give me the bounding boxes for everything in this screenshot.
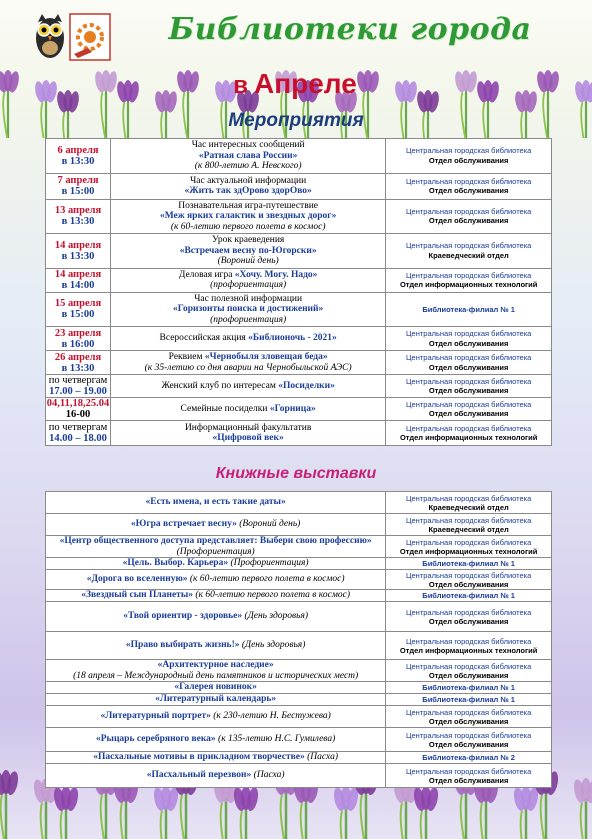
event-description-cell [110,173,385,199]
department-name: Отдел обслуживания [428,409,509,418]
library-name: Центральная городская библиотека [405,146,532,156]
event-time: в 15:00 [61,186,95,197]
exhibition-row [46,602,552,632]
event-line [113,270,383,281]
event-date: 04,11,18,25.04 [46,398,110,409]
library-name: Центральная городская библиотека [405,376,532,386]
exhibition-name: «Право выбирать жизнь!» [125,640,240,651]
department-name: Отдел информационных технологий [399,280,538,289]
department-name: Краеведческий отдел [428,250,509,260]
exhibition-note: (День здоровья) [239,640,306,651]
department-name: Отдел обслуживания [428,579,509,589]
exhibition-place-cell [386,590,552,602]
event-date-cell [46,292,111,327]
library-name: Центральная городская библиотека [405,537,532,547]
library-name: Центральная городская библиотека [405,607,532,617]
department-name: Отдел обслуживания [428,186,509,195]
event-date-cell [46,268,111,292]
event-date-cell [46,351,111,375]
event-date: 6 апреля [57,144,99,156]
event-description-cell [110,398,385,421]
exhibition-note: (Профориентация) [228,558,309,569]
event-row [46,375,552,398]
library-name: Центральная городская библиотека [405,707,532,717]
event-name: «Цифровой век» [212,433,284,443]
exhibition-note: (18 апреля – Международный день памятников и исторических мест) [73,670,359,681]
event-date: 14 апреля [54,269,102,280]
event-row [46,268,552,292]
exhibition-description-cell [46,602,386,632]
event-date-cell [46,199,111,234]
exhibition-place-cell [386,660,552,682]
event-name: «Меж ярких галактик и звездных дорог» [159,211,337,221]
event-time: 16-00 [65,409,91,420]
event-time: в 16:00 [61,338,95,350]
exhibition-description-cell [46,558,386,570]
exhibition-row [46,682,552,694]
event-place-cell [386,234,552,269]
event-line [113,381,383,392]
exhibition-place-cell [386,536,552,558]
exhibition-place-cell [386,558,552,570]
exhibition-description-cell [46,492,386,514]
department-name: Отдел информационных технологий [399,433,538,442]
event-date-cell [46,173,111,199]
event-row [46,398,552,421]
event-description-cell [110,351,385,375]
crocus-flower-icon [512,786,540,839]
event-description-cell [110,421,385,446]
library-name: Центральная городская библиотека [405,515,532,525]
exhibition-name: «Пасхальный перезвон» [146,770,252,781]
department-name: Отдел обслуживания [428,386,509,395]
library-name: Центральная городская библиотека [405,766,532,776]
exhibition-name: «Есть имена, и есть такие даты» [145,497,286,508]
library-name: Центральная городская библиотека [405,661,532,671]
page-title: Библиотеки города [168,12,532,47]
exhibition-name: «Звездный сын Планеты» [81,590,193,601]
event-date: 15 апреля [54,298,102,310]
exhibition-description-cell [46,706,386,728]
event-note: (к 35-летию со дня аварии на Чернобыльской АЭС) [144,362,352,373]
library-name: Библиотека-филиал № 2 [422,753,515,762]
exhibition-row [46,694,552,706]
event-row [46,421,552,446]
event-place-cell [386,421,552,446]
library-name: Центральная городская библиотека [405,399,532,409]
event-place-cell [386,199,552,234]
books-section-title: Книжные выставки [215,465,377,482]
gear-hand-logo-icon [70,14,110,60]
event-date-cell [46,398,111,421]
book-exhibitions-table [45,491,552,788]
events-section-title: Мероприятия [228,110,364,131]
library-name: Центральная городская библиотека [405,329,532,338]
crocus-flower-icon [152,786,180,839]
exhibition-description-cell [46,694,386,706]
event-date-cell [46,234,111,269]
event-time: в 13:30 [61,250,95,262]
event-name: «Чернобыля зловещая беда» [204,352,328,362]
event-description-cell [110,292,385,327]
crocus-flower-icon [52,786,80,839]
exhibition-place-cell [386,602,552,632]
library-name: Библиотека-филиал № 1 [422,304,515,314]
subtitle-prefix: в [233,72,248,99]
exhibition-row [46,660,552,682]
event-description-cell [110,199,385,234]
event-name: «Встречаем весну по-Югорски» [179,245,317,256]
library-name: Центральная городская библиотека [405,570,532,580]
event-date: 7 апреля [57,175,99,186]
event-time: 14.00 – 18.00 [49,433,107,444]
exhibition-note: (Профориентация) [176,546,255,557]
exhibition-note: (к 135-летию Н.С. Гумилева) [215,734,336,745]
event-date: 14 апреля [54,239,102,251]
exhibition-name: «Литературный портрет» [100,711,211,722]
library-name: Центральная городская библиотека [405,636,532,646]
exhibition-note: (к 60-летию первого полета в космос) [193,590,351,601]
department-name: Краеведческий отдел [428,502,509,512]
event-place-cell [386,327,552,351]
exhibition-row [46,570,552,590]
page-subtitle [200,68,390,100]
event-note: (к 60-летию первого полета в космос) [170,221,326,232]
event-line [113,404,383,415]
event-note: (профориентация) [210,280,287,290]
event-type: Деловая игра [178,269,235,280]
library-name: Центральная городская библиотека [405,241,532,251]
event-type: Час полезной информации [194,293,303,304]
library-name: Библиотека-филиал № 1 [422,559,515,568]
library-name: Библиотека-филиал № 1 [422,695,515,704]
event-description-cell [110,327,385,351]
event-date: по четвергам [48,422,108,433]
event-note: (профориентация) [210,314,287,325]
event-date-cell [46,139,111,174]
crocus-flower-icon [232,786,260,839]
library-name: Центральная городская библиотека [405,730,532,740]
event-name: «Посиделки» [278,380,335,391]
library-name: Центральная городская библиотека [405,206,532,216]
library-name: Библиотека-филиал № 1 [422,591,515,600]
event-type: Всероссийская акция [159,333,249,344]
exhibition-name: «Архитектурное наследие» [157,660,274,670]
exhibition-row [46,558,552,570]
exhibition-name: «Галерея новинок» [174,682,257,693]
event-time: в 13:30 [61,216,95,228]
exhibition-note: (Пасха) [304,752,338,763]
event-description-cell [110,234,385,269]
event-row [46,173,552,199]
event-time: в 15:00 [61,309,95,321]
event-time: в 13:30 [61,362,95,374]
department-name: Отдел обслуживания [428,775,509,785]
department-name: Отдел информационных технологий [399,546,538,556]
event-name: «Хочу. Могу. Надо» [234,269,318,280]
exhibition-note: (День здоровья) [242,611,309,622]
exhibition-name: «Рыцарь серебряного века» [95,734,216,745]
exhibition-description-cell [46,570,386,590]
event-type: Познавательная игра-путешествие [178,200,318,211]
event-type: Информационный факультатив [184,422,312,433]
event-line [113,352,383,363]
exhibition-name: «Цель. Выбор. Карьера» [122,558,229,569]
library-name: Центральная городская библиотека [405,423,532,433]
exhibition-description-cell [46,682,386,694]
exhibition-note: (к 230-летию Н. Бестужева) [210,711,331,722]
event-type: Час интересных сообщений [191,140,305,150]
exhibition-place-cell [386,570,552,590]
department-name: Отдел обслуживания [428,616,509,626]
library-name: Центральная городская библиотека [405,176,532,186]
exhibition-note: (Вороний день) [236,519,301,530]
exhibition-row [46,764,552,788]
event-place-cell [386,268,552,292]
exhibition-place-cell [386,752,552,764]
event-type: Час актуальной информации [190,175,307,186]
exhibition-name: «Литературный календарь» [155,694,277,705]
event-name: «Библионочь - 2021» [248,333,337,344]
subtitle-month: Апреле [253,68,357,99]
exhibition-name: «Центр общественного доступа представляет: Выбери свою профессию» [59,536,372,546]
event-time: в 13:30 [61,155,95,167]
event-place-cell [386,292,552,327]
event-name: «Ратная слава России» [198,150,298,161]
exhibition-description-cell [46,536,386,558]
event-place-cell [386,351,552,375]
event-type: Урок краеведения [212,235,285,245]
exhibition-description-cell [46,764,386,788]
exhibition-place-cell [386,682,552,694]
event-row [46,327,552,351]
event-note: (Вороний день) [217,256,279,266]
event-place-cell [386,398,552,421]
event-date-cell [46,421,111,446]
event-row [46,234,552,269]
events-table [45,138,552,446]
crocus-flower-icon [412,786,440,839]
event-description-cell [110,139,385,174]
exhibition-description-cell [46,728,386,752]
event-note: (к 800-летию А. Невского) [194,161,302,171]
event-place-cell [386,375,552,398]
exhibition-row [46,752,552,764]
exhibition-place-cell [386,514,552,536]
event-name: «Горизонты поиска и достижений» [173,304,324,314]
library-name: Центральная городская библиотека [405,493,532,503]
event-line [113,333,383,344]
event-date: 23 апреля [54,327,102,339]
exhibition-place-cell [386,764,552,788]
exhibition-row [46,492,552,514]
event-type: Семейные посиделки [180,403,270,414]
event-description-cell [110,268,385,292]
exhibition-name: «Дорога во вселенную» [86,574,188,585]
department-name: Отдел обслуживания [428,362,509,372]
exhibition-description-cell [46,752,386,764]
crocus-flower-icon [0,770,20,839]
department-name: Отдел информационных технологий [399,645,538,655]
event-name: «Жить так здОрово здорОво» [184,186,312,196]
event-type: Женский клуб по интересам [161,380,279,391]
exhibition-row [46,514,552,536]
department-name: Краеведческий отдел [428,524,509,534]
event-place-cell [386,139,552,174]
owl-logo-icon [30,8,114,64]
event-date-cell [46,375,111,398]
exhibition-place-cell [386,632,552,660]
event-date: 13 апреля [54,205,102,217]
department-name: Отдел обслуживания [428,155,509,165]
exhibition-note: (Пасха) [251,770,285,781]
department-name: Отдел обслуживания [428,216,509,226]
event-type: Реквием [168,352,205,362]
event-date-cell [46,327,111,351]
event-row [46,199,552,234]
crocus-flower-icon [332,786,360,839]
department-name: Отдел обслуживания [428,670,509,680]
event-date: по четвергам [48,375,108,386]
exhibition-name: «Твой ориентир - здоровье» [123,611,243,622]
exhibition-row [46,632,552,660]
exhibition-row [46,590,552,602]
department-name: Отдел обслуживания [428,716,509,726]
exhibition-place-cell [386,492,552,514]
library-name: Библиотека-филиал № 1 [422,683,515,692]
exhibition-name: «Пасхальные мотивы в прикладном творчестве» [93,752,305,763]
library-name: Центральная городская библиотека [405,270,532,280]
exhibition-description-cell [46,632,386,660]
exhibition-row [46,728,552,752]
event-name: «Горница» [269,403,316,414]
event-date: 26 апреля [54,351,102,363]
event-description-cell [110,375,385,398]
event-row [46,292,552,327]
event-place-cell [386,173,552,199]
exhibition-row [46,706,552,728]
event-time: 17.00 – 19.00 [49,386,107,397]
event-row [46,139,552,174]
library-name: Центральная городская библиотека [405,353,532,362]
exhibition-row [46,536,552,558]
department-name: Отдел обслуживания [428,338,509,348]
exhibition-place-cell [386,728,552,752]
exhibition-place-cell [386,694,552,706]
exhibition-name: «Югра встречает весну» [130,519,237,530]
department-name: Отдел обслуживания [428,739,509,749]
exhibition-description-cell [46,590,386,602]
exhibition-description-cell [46,514,386,536]
exhibition-place-cell [386,706,552,728]
crocus-flower-icon [572,778,592,839]
event-row [46,351,552,375]
exhibition-description-cell [46,660,386,682]
exhibition-note: (к 60-летию первого полета в космос) [187,574,345,585]
event-time: в 14:00 [61,280,95,291]
